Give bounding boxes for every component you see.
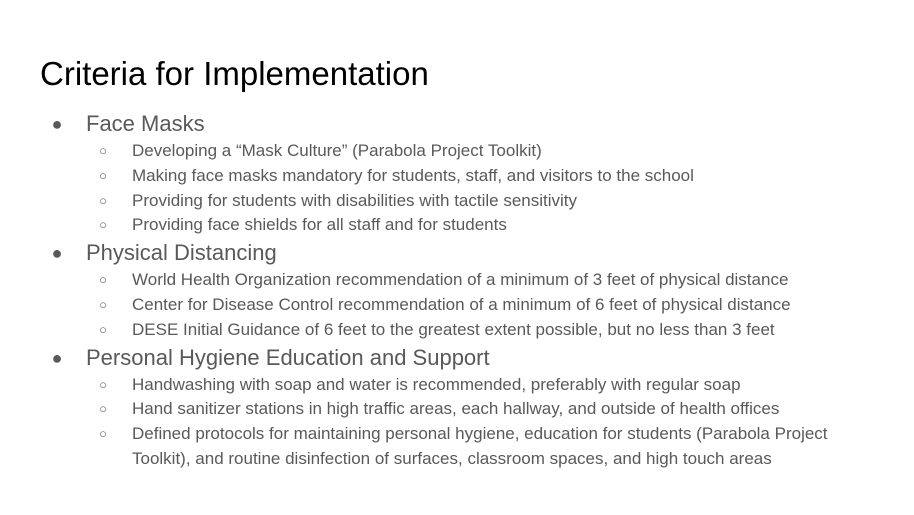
list-item-text: Defined protocols for maintaining personal hygiene, education for students (Parabola Project Toolkit), and routine disinfection of surfaces, classroom spaces, and high touch areas (132, 424, 828, 468)
hollow-bullet-icon: ○ (99, 272, 107, 288)
list-item (0, 213, 914, 238)
hollow-bullet-icon: ○ (99, 376, 107, 392)
list-item (0, 293, 914, 318)
list-item-text: Hand sanitizer stations in high traffic areas, each hallway, and outside of health offices (132, 399, 780, 419)
list-item (0, 139, 914, 164)
hollow-bullet-icon: ○ (99, 192, 107, 208)
hollow-bullet-icon: ○ (99, 426, 107, 442)
list-item-text: World Health Organization recommendation of a minimum of 3 feet of physical distance (132, 270, 789, 290)
filled-bullet-icon: ● (51, 114, 63, 134)
list-item-text: Providing for students with disabilities with tactile sensitivity (132, 190, 578, 210)
slide-title: Criteria for Implementation (40, 55, 429, 92)
list-item-text: Handwashing with soap and water is recommended, preferably with regular soap (132, 374, 741, 394)
hollow-bullet-icon: ○ (99, 217, 107, 233)
hollow-bullet-icon: ○ (99, 143, 107, 158)
section-personal-hygiene (0, 343, 914, 373)
section-face-masks (0, 109, 914, 139)
hollow-bullet-icon: ○ (99, 167, 107, 183)
list-item-text: Making face masks mandatory for students, staff, and visitors to the school (132, 165, 694, 185)
section-heading: Personal Hygiene Education and Support (86, 344, 490, 370)
hollow-bullet-icon: ○ (99, 401, 107, 417)
filled-bullet-icon: ● (51, 347, 63, 368)
hollow-bullet-icon: ○ (99, 296, 107, 312)
list-item-text: Center for Disease Control recommendation of a minimum of 6 feet of physical distance (132, 294, 791, 314)
hollow-bullet-icon: ○ (99, 321, 107, 337)
list-item-text: Developing a “Mask Culture” (Parabola Project Toolkit) (132, 141, 542, 160)
list-item-text: Providing face shields for all staff and for students (132, 215, 507, 235)
bullet-list (0, 109, 914, 472)
list-item (0, 373, 914, 398)
list-item (0, 189, 914, 214)
section-heading: Face Masks (86, 111, 205, 136)
list-item (0, 422, 914, 472)
section-physical-distancing (0, 238, 914, 268)
list-item (0, 268, 914, 293)
list-item (0, 164, 914, 189)
section-heading: Physical Distancing (86, 240, 277, 266)
list-item (0, 397, 914, 422)
list-item (0, 318, 914, 343)
list-item-text: DESE Initial Guidance of 6 feet to the greatest extent possible, but no less than 3 feet (132, 319, 775, 339)
filled-bullet-icon: ● (51, 243, 63, 264)
